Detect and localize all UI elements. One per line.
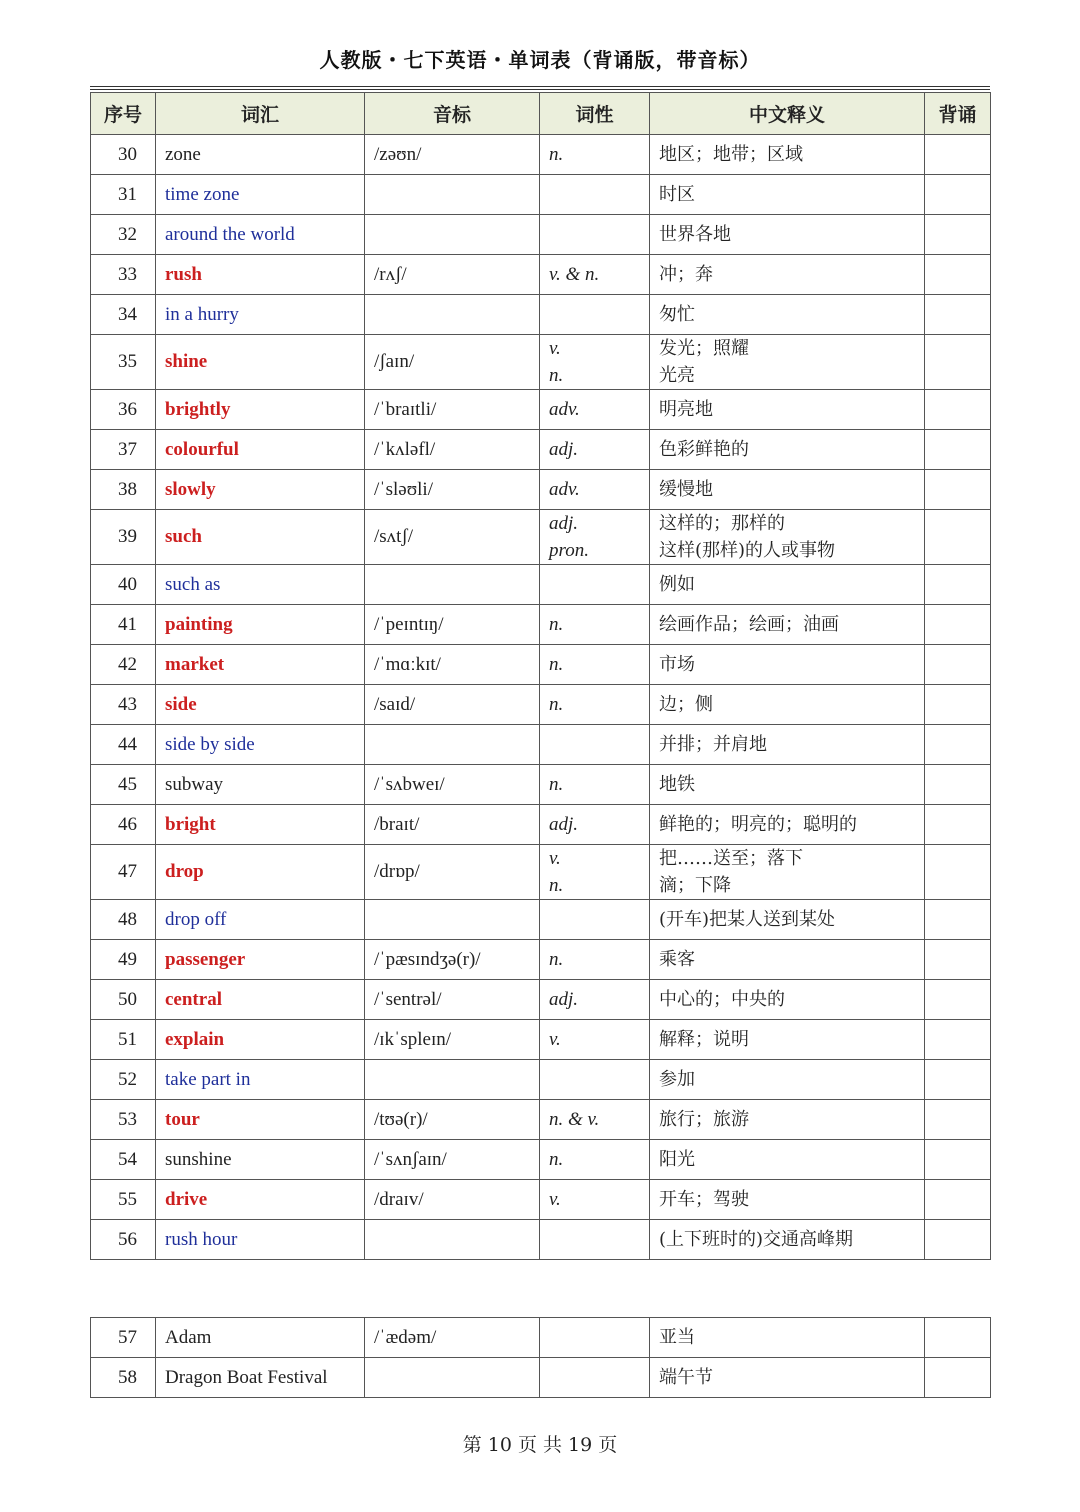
- row-number: 35: [91, 335, 156, 390]
- vocab-word: zone: [156, 135, 365, 175]
- meaning-line: 明亮地: [659, 399, 713, 420]
- phonetic: [365, 1060, 540, 1100]
- pos-line: adv.: [549, 479, 580, 500]
- pos-line: n.: [549, 654, 564, 675]
- pos-line: adj.: [549, 513, 579, 534]
- recite-cell[interactable]: [925, 175, 991, 215]
- meaning-line: 端午节: [659, 1367, 713, 1388]
- part-of-speech: [540, 390, 650, 430]
- table-row: [91, 1318, 991, 1358]
- pos-line: v. & n.: [549, 264, 600, 285]
- vocab-word: side by side: [156, 725, 365, 765]
- row-number: 45: [91, 765, 156, 805]
- pos-line: n.: [549, 144, 564, 165]
- meaning-line: 匆忙: [659, 304, 695, 325]
- meaning-line: 解释；说明: [659, 1029, 749, 1050]
- recite-cell[interactable]: [925, 255, 991, 295]
- vocab-word: such: [156, 510, 365, 565]
- recite-cell[interactable]: [925, 845, 991, 900]
- recite-cell[interactable]: [925, 1100, 991, 1140]
- meaning-line: 乘客: [659, 949, 695, 970]
- part-of-speech: [540, 1100, 650, 1140]
- vocab-word: rush hour: [156, 1220, 365, 1260]
- meaning-line: 地铁: [659, 774, 695, 795]
- recite-cell[interactable]: [925, 685, 991, 725]
- meaning-line: 地区；地带；区域: [659, 144, 803, 165]
- header-num: 序号: [91, 93, 156, 135]
- chinese-meaning: [650, 725, 925, 765]
- table-row: [91, 725, 991, 765]
- part-of-speech: [540, 940, 650, 980]
- meaning-line: 开车；驾驶: [659, 1189, 749, 1210]
- vocab-word: sunshine: [156, 1140, 365, 1180]
- pos-line: n.: [549, 365, 564, 386]
- part-of-speech: [540, 255, 650, 295]
- chinese-meaning: [650, 980, 925, 1020]
- table-row: [91, 295, 991, 335]
- table-row: [91, 980, 991, 1020]
- meaning-line: 这样(那样)的人或事物: [659, 540, 836, 561]
- vocab-word: subway: [156, 765, 365, 805]
- recite-cell[interactable]: [925, 1180, 991, 1220]
- table-row: [91, 510, 991, 565]
- vocab-word: bright: [156, 805, 365, 845]
- vocab-word: brightly: [156, 390, 365, 430]
- pos-line: v.: [549, 848, 561, 869]
- row-number: 47: [91, 845, 156, 900]
- phonetic: [365, 295, 540, 335]
- header-phonetic: 音标: [365, 93, 540, 135]
- pos-line: adv.: [549, 399, 580, 420]
- phonetic: /ʃaɪn/: [365, 335, 540, 390]
- recite-cell[interactable]: [925, 980, 991, 1020]
- meaning-line: 把……送至；落下: [659, 848, 803, 869]
- pos-line: pron.: [549, 540, 589, 561]
- table-row: [91, 805, 991, 845]
- chinese-meaning: [650, 1318, 925, 1358]
- row-number: 37: [91, 430, 156, 470]
- chinese-meaning: [650, 1020, 925, 1060]
- vocab-word: time zone: [156, 175, 365, 215]
- page-footer: 第 10 页 共 19 页: [462, 1434, 618, 1456]
- recite-cell[interactable]: [925, 900, 991, 940]
- chinese-meaning: [650, 430, 925, 470]
- phonetic: /ˈpeɪntɪŋ/: [365, 605, 540, 645]
- table-row: [91, 470, 991, 510]
- chinese-meaning: [650, 940, 925, 980]
- chinese-meaning: [650, 645, 925, 685]
- part-of-speech: [540, 685, 650, 725]
- recite-cell[interactable]: [925, 805, 991, 845]
- recite-cell[interactable]: [925, 1358, 991, 1398]
- phonetic: /rʌʃ/: [365, 255, 540, 295]
- recite-cell[interactable]: [925, 1140, 991, 1180]
- chinese-meaning: [650, 1358, 925, 1398]
- pos-line: n.: [549, 614, 564, 635]
- chinese-meaning: [650, 1100, 925, 1140]
- row-number: 41: [91, 605, 156, 645]
- row-number: 42: [91, 645, 156, 685]
- part-of-speech: [540, 725, 650, 765]
- phonetic: /ˈædəm/: [365, 1318, 540, 1358]
- table-row: [91, 1100, 991, 1140]
- recite-cell[interactable]: [925, 940, 991, 980]
- pos-line: v.: [549, 1189, 561, 1210]
- row-number: 54: [91, 1140, 156, 1180]
- meaning-line: (开车)把某人送到某处: [659, 909, 836, 930]
- part-of-speech: [540, 980, 650, 1020]
- part-of-speech: [540, 295, 650, 335]
- meaning-line: 阳光: [659, 1149, 695, 1170]
- vocab-word: in a hurry: [156, 295, 365, 335]
- row-number: 52: [91, 1060, 156, 1100]
- table-row: [91, 1140, 991, 1180]
- meaning-line: 缓慢地: [659, 479, 713, 500]
- part-of-speech: [540, 605, 650, 645]
- row-number: 50: [91, 980, 156, 1020]
- row-number: 33: [91, 255, 156, 295]
- row-number: 39: [91, 510, 156, 565]
- meaning-line: 参加: [659, 1069, 695, 1090]
- chinese-meaning: [650, 765, 925, 805]
- table-row: [91, 135, 991, 175]
- table-row: [91, 1020, 991, 1060]
- chinese-meaning: [650, 510, 925, 565]
- meaning-line: 例如: [659, 574, 695, 595]
- pos-line: n.: [549, 694, 564, 715]
- row-number: 31: [91, 175, 156, 215]
- chinese-meaning: [650, 805, 925, 845]
- vocab-word: drop off: [156, 900, 365, 940]
- phonetic: /ˈkʌləfl/: [365, 430, 540, 470]
- recite-cell[interactable]: [925, 1220, 991, 1260]
- phonetic: [365, 565, 540, 605]
- part-of-speech: [540, 1060, 650, 1100]
- row-number: 58: [91, 1358, 156, 1398]
- vocab-word: take part in: [156, 1060, 365, 1100]
- pos-line: adj.: [549, 989, 579, 1010]
- recite-cell[interactable]: [925, 215, 991, 255]
- header-word: 词汇: [156, 93, 365, 135]
- vocab-word: market: [156, 645, 365, 685]
- pos-line: v.: [549, 1029, 561, 1050]
- row-number: 30: [91, 135, 156, 175]
- chinese-meaning: [650, 1220, 925, 1260]
- meaning-line: 边；侧: [659, 694, 713, 715]
- part-of-speech: [540, 335, 650, 390]
- chinese-meaning: [650, 605, 925, 645]
- phonetic: /ˈsʌnʃaɪn/: [365, 1140, 540, 1180]
- recite-cell[interactable]: [925, 1060, 991, 1100]
- table-header-row: [91, 93, 991, 135]
- chinese-meaning: [650, 1180, 925, 1220]
- phonetic: /saɪd/: [365, 685, 540, 725]
- row-number: 51: [91, 1020, 156, 1060]
- row-number: 44: [91, 725, 156, 765]
- table-row: [91, 390, 991, 430]
- phonetic: /draɪv/: [365, 1180, 540, 1220]
- vocab-word: Adam: [156, 1318, 365, 1358]
- recite-cell[interactable]: [925, 765, 991, 805]
- phonetic: /braɪt/: [365, 805, 540, 845]
- meaning-line: 发光；照耀: [659, 338, 749, 359]
- chinese-meaning: [650, 295, 925, 335]
- chinese-meaning: [650, 1060, 925, 1100]
- vocab-word: central: [156, 980, 365, 1020]
- recite-cell[interactable]: [925, 605, 991, 645]
- pos-line: n.: [549, 774, 564, 795]
- part-of-speech: [540, 1020, 650, 1060]
- meaning-line: 色彩鲜艳的: [659, 439, 749, 460]
- chinese-meaning: [650, 135, 925, 175]
- meaning-line: 市场: [659, 654, 695, 675]
- vocab-word: such as: [156, 565, 365, 605]
- part-of-speech: [540, 900, 650, 940]
- vocab-word: colourful: [156, 430, 365, 470]
- phonetic: /ˈbraɪtli/: [365, 390, 540, 430]
- chinese-meaning: [650, 470, 925, 510]
- row-number: 36: [91, 390, 156, 430]
- row-number: 53: [91, 1100, 156, 1140]
- table-row: [91, 1060, 991, 1100]
- vocab-word: drive: [156, 1180, 365, 1220]
- phonetic: [365, 1220, 540, 1260]
- table-row: [91, 765, 991, 805]
- part-of-speech: [540, 765, 650, 805]
- meaning-line: (上下班时的)交通高峰期: [659, 1229, 854, 1250]
- recite-cell[interactable]: [925, 565, 991, 605]
- phonetic: /ˈsʌbweɪ/: [365, 765, 540, 805]
- row-number: 32: [91, 215, 156, 255]
- recite-cell[interactable]: [925, 645, 991, 685]
- table-row: [91, 845, 991, 900]
- chinese-meaning: [650, 845, 925, 900]
- meaning-line: 旅行；旅游: [659, 1109, 749, 1130]
- chinese-meaning: [650, 390, 925, 430]
- phonetic: /sʌtʃ/: [365, 510, 540, 565]
- vocab-word: passenger: [156, 940, 365, 980]
- chinese-meaning: [650, 900, 925, 940]
- phonetic: [365, 175, 540, 215]
- recite-cell[interactable]: [925, 295, 991, 335]
- pos-line: n. & v.: [549, 1109, 600, 1130]
- table-row: [91, 685, 991, 725]
- recite-cell[interactable]: [925, 335, 991, 390]
- recite-cell[interactable]: [925, 470, 991, 510]
- phonetic: /drɒp/: [365, 845, 540, 900]
- row-number: 49: [91, 940, 156, 980]
- vocab-word: shine: [156, 335, 365, 390]
- table-row: [91, 1358, 991, 1398]
- chinese-meaning: [650, 1140, 925, 1180]
- table-row: [91, 565, 991, 605]
- vocab-word: drop: [156, 845, 365, 900]
- pos-line: n.: [549, 949, 564, 970]
- vocab-word: painting: [156, 605, 365, 645]
- table-row: [91, 940, 991, 980]
- part-of-speech: [540, 1140, 650, 1180]
- header-pos: 词性: [540, 93, 650, 135]
- recite-cell[interactable]: [925, 725, 991, 765]
- table-row: [91, 215, 991, 255]
- table-row: [91, 335, 991, 390]
- header-recite: 背诵: [925, 93, 991, 135]
- meaning-line: 滴；下降: [659, 875, 731, 896]
- part-of-speech: [540, 1318, 650, 1358]
- header-meaning: 中文释义: [650, 93, 925, 135]
- meaning-line: 鲜艳的；明亮的；聪明的: [659, 814, 857, 835]
- chinese-meaning: [650, 565, 925, 605]
- part-of-speech: [540, 1358, 650, 1398]
- phonetic: [365, 900, 540, 940]
- meaning-line: 并排；并肩地: [659, 734, 767, 755]
- meaning-line: 冲；奔: [659, 264, 713, 285]
- pos-line: n.: [549, 1149, 564, 1170]
- row-number: 48: [91, 900, 156, 940]
- vocab-word: around the world: [156, 215, 365, 255]
- page-title: 人教版・七下英语・单词表（背诵版，带音标）: [319, 48, 761, 72]
- part-of-speech: [540, 805, 650, 845]
- extra-vocab-table: [90, 1317, 991, 1398]
- row-number: 56: [91, 1220, 156, 1260]
- row-number: 34: [91, 295, 156, 335]
- part-of-speech: [540, 470, 650, 510]
- recite-cell[interactable]: [925, 1020, 991, 1060]
- phonetic: /ˈsentrəl/: [365, 980, 540, 1020]
- pos-line: adj.: [549, 814, 579, 835]
- row-number: 40: [91, 565, 156, 605]
- table-row: [91, 1180, 991, 1220]
- row-number: 43: [91, 685, 156, 725]
- table-row: [91, 900, 991, 940]
- chinese-meaning: [650, 255, 925, 295]
- meaning-line: 亚当: [659, 1327, 695, 1348]
- chinese-meaning: [650, 685, 925, 725]
- chinese-meaning: [650, 175, 925, 215]
- row-number: 46: [91, 805, 156, 845]
- pos-line: v.: [549, 338, 561, 359]
- part-of-speech: [540, 430, 650, 470]
- table-row: [91, 1220, 991, 1260]
- phonetic: /ˈsləʊli/: [365, 470, 540, 510]
- phonetic: [365, 215, 540, 255]
- row-number: 57: [91, 1318, 156, 1358]
- title-divider: [90, 86, 990, 90]
- table-row: [91, 430, 991, 470]
- table-row: [91, 605, 991, 645]
- vocab-table: [90, 92, 991, 1260]
- vocab-word: explain: [156, 1020, 365, 1060]
- pos-line: adj.: [549, 439, 579, 460]
- row-number: 38: [91, 470, 156, 510]
- part-of-speech: [540, 135, 650, 175]
- meaning-line: 绘画作品；绘画；油画: [659, 614, 839, 635]
- chinese-meaning: [650, 215, 925, 255]
- table-row: [91, 255, 991, 295]
- vocab-word: rush: [156, 255, 365, 295]
- pos-line: n.: [549, 875, 564, 896]
- meaning-line: 光亮: [659, 365, 695, 386]
- phonetic: /zəʊn/: [365, 135, 540, 175]
- meaning-line: 世界各地: [659, 224, 731, 245]
- recite-cell[interactable]: [925, 510, 991, 565]
- part-of-speech: [540, 215, 650, 255]
- recite-cell[interactable]: [925, 135, 991, 175]
- phonetic: [365, 725, 540, 765]
- part-of-speech: [540, 565, 650, 605]
- recite-cell[interactable]: [925, 390, 991, 430]
- table-row: [91, 645, 991, 685]
- row-number: 55: [91, 1180, 156, 1220]
- meaning-line: 时区: [659, 184, 695, 205]
- vocab-word: slowly: [156, 470, 365, 510]
- chinese-meaning: [650, 335, 925, 390]
- recite-cell[interactable]: [925, 1318, 991, 1358]
- vocab-word: tour: [156, 1100, 365, 1140]
- part-of-speech: [540, 845, 650, 900]
- table-row: [91, 175, 991, 215]
- phonetic: /ˈmɑːkɪt/: [365, 645, 540, 685]
- part-of-speech: [540, 510, 650, 565]
- phonetic: /ɪkˈspleɪn/: [365, 1020, 540, 1060]
- vocab-word: side: [156, 685, 365, 725]
- meaning-line: 中心的；中央的: [659, 989, 785, 1010]
- vocab-word: Dragon Boat Festival: [156, 1358, 365, 1398]
- phonetic: [365, 1358, 540, 1398]
- part-of-speech: [540, 1180, 650, 1220]
- recite-cell[interactable]: [925, 430, 991, 470]
- phonetic: /ˈpæsɪndʒə(r)/: [365, 940, 540, 980]
- phonetic: /tʊə(r)/: [365, 1100, 540, 1140]
- part-of-speech: [540, 645, 650, 685]
- meaning-line: 这样的；那样的: [659, 513, 785, 534]
- part-of-speech: [540, 1220, 650, 1260]
- part-of-speech: [540, 175, 650, 215]
